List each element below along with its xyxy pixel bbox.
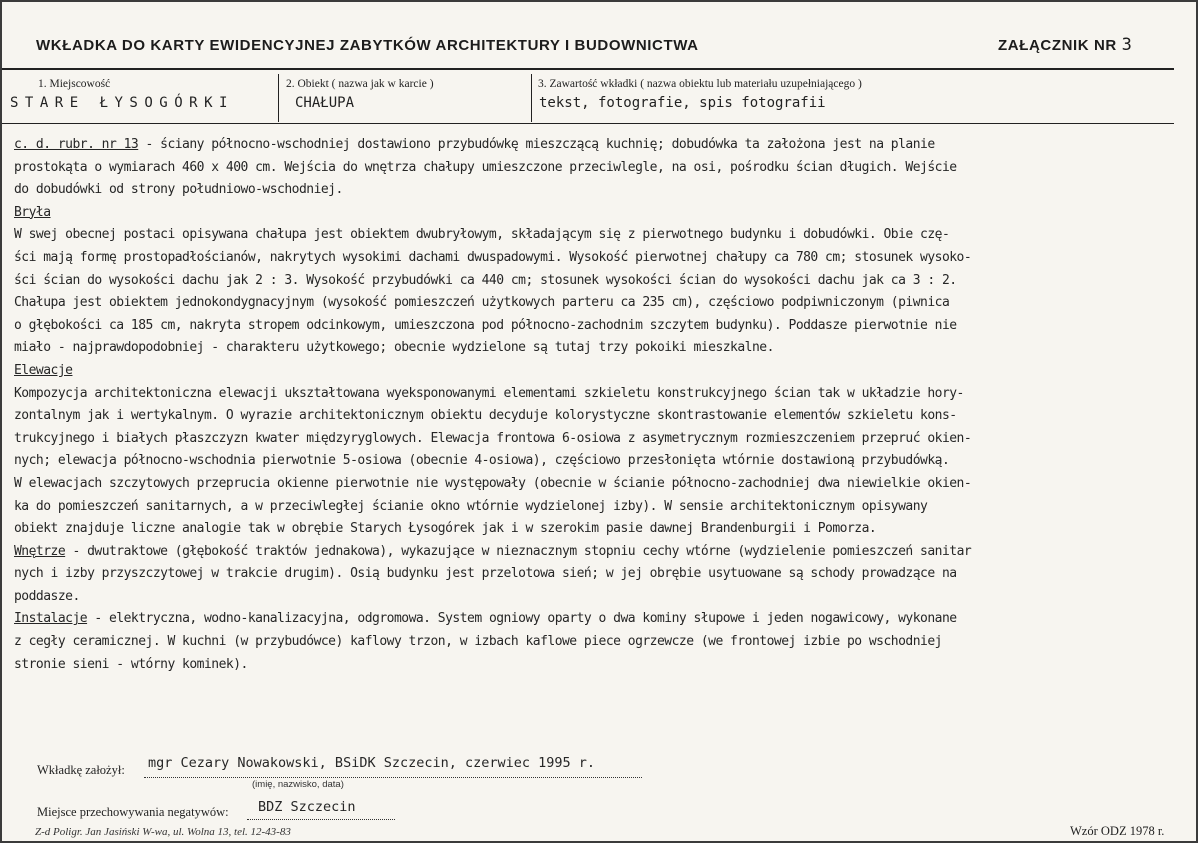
- object-value: CHAŁUPA: [295, 95, 355, 111]
- text-line: poddasze.: [14, 588, 80, 604]
- section-heading-wnetrze: Wnętrze: [14, 543, 66, 559]
- text-line: z cegły ceramicznej. W kuchni (w przybudówce) kaflowy trzon, w izbach kaflowe piece ogrzewcze (we frontowej izbie po wschodniej: [14, 634, 942, 650]
- text-line: W elewacjach szczytowych przeprucia okienne pierwotnie nie występowały (obecnie w ścianie północno-zachodniej dwa niewielkie okien-: [14, 475, 972, 491]
- text-line: trukcyjnego i białych płaszczyzn kwater międzyryglowych. Elewacja frontowa 6-osiowa z asymetrycznym rozmieszczeniem przepruć okien-: [14, 430, 972, 446]
- section-heading-elewacje: Elewacje: [14, 362, 73, 378]
- contents-label: 3. Zawartość wkładki ( nazwa obiektu lub materiału uzupełniającego ): [538, 78, 862, 90]
- text-line: ści ścian do wysokości dachu jak 2 : 3. Wysokość przybudówki ca 440 cm; stosunek wysokości ścian do wysokości dachu jak ca 3 : 2.: [14, 272, 957, 288]
- text-line: obiekt znajduje liczne analogie tak w obrębie Starych Łysogórek jak i w szerokim pasie dawnej Brandenburgii i Pomorza.: [14, 521, 877, 537]
- contents-value: tekst, fotografie, spis fotografii: [539, 95, 826, 111]
- text-line: Chałupa jest obiektem jednokondygnacyjnym (wysokość pomieszczeń użytkowych parteru ca 235 cm), częściowo podpiwniczonym (piwnica: [14, 295, 950, 311]
- text-line: prostokąta o wymiarach 460 x 400 cm. Wejścia do wnętrza chałupy umieszczone przeciwlegle, na osi, pośrodku ścian długich. Wejście: [14, 159, 957, 175]
- section-heading-bryla: Bryła: [14, 204, 51, 220]
- text-line: W swej obecnej postaci opisywana chałupa jest obiektem dwubryłowym, składającym się z pierwotnego budynku i dobudówki. Obie czę-: [14, 227, 950, 243]
- section-heading-instalacje: Instalacje: [14, 611, 88, 627]
- text-line: zontalnym jak i wertykalnym. O wyrazie architektonicznym obiektu decyduje kolorystyczne skontrastowanie elementów szkieletu kons-: [14, 408, 957, 424]
- locality-value: STARE ŁYSOGÓRKI: [10, 95, 234, 111]
- section-heading-continuation: c. d. rubr. nr 13: [14, 137, 139, 152]
- text-line: [14, 360, 1184, 383]
- description-body: [14, 134, 1184, 676]
- negatives-value: BDZ Szczecin: [258, 799, 356, 815]
- annex-number: 3: [1121, 35, 1133, 55]
- printer-imprint: Z-d Poligr. Jan Jasiński W-wa, ul. Wolna 13, tel. 12-43-83: [35, 826, 291, 838]
- text-line: ka do pomieszczeń sanitarnych, a w przeciwległej ścianie okno wtórnie wydzielonej izby). W sensie architektonicznym opisywany: [14, 498, 928, 514]
- author-label: Wkładkę założył:: [37, 763, 125, 777]
- text-line: o głębokości ca 185 cm, nakryta stropem odcinkowym, umieszczona pod północno-zachodnim szczytem budynku). Poddasze pierwotnie nie: [14, 317, 957, 333]
- locality-label: 1. Miejscowość: [38, 78, 111, 90]
- fields-rule: [2, 123, 1174, 124]
- text-line: miało - najprawdopodobniej - charakteru użytkowego; obecnie wydzielone są tutaj trzy pokoiki mieszkalne.: [14, 340, 774, 356]
- text-line: Kompozycja architektoniczna elewacji ukształtowana wyeksponowanymi elementami szkieletu konstrukcyjnego ścian tak w układzie hory-: [14, 385, 964, 401]
- negatives-dotted-line: [247, 819, 395, 820]
- top-rule: [2, 68, 1174, 70]
- text-line: ści mają formę prostopadłościanów, nakrytych wysokimi dachami dwuspadowymi. Wysokość pierwotnej chałupy ca 780 cm; stosunek wysoko-: [14, 249, 972, 265]
- form-model: Wzór ODZ 1978 r.: [1070, 824, 1165, 838]
- text-line: [14, 202, 1184, 225]
- author-dotted-line: [144, 777, 642, 778]
- text-line: stronie sieni - wtórny kominek).: [14, 656, 248, 672]
- text-line: Instalacje - elektryczna, wodno-kanalizacyjna, odgromowa. System ogniowy oparty o dwa kominy słupowe i jeden nogawicowy, wykonane: [14, 611, 957, 627]
- text-line: nych; elewacja północno-wschodnia pierwotnie 5-osiowa (obecnie 4-osiowa), częściowo przesłonięta wtórnie dostawioną przybudówką.: [14, 453, 950, 469]
- annex-label-text: ZAŁĄCZNIK NR: [998, 37, 1117, 54]
- card-title: WKŁADKA DO KARTY EWIDENCYJNEJ ZABYTKÓW ARCHITEKTURY I BUDOWNICTWA: [36, 37, 699, 54]
- object-label: 2. Obiekt ( nazwa jak w karcie ): [286, 78, 434, 90]
- text-line: nych i izby przyszczytowej w trakcie drugim). Osią budynku jest przelotowa sień; w jej obrębie usytuowane są schody prowadzące na: [14, 566, 957, 582]
- text-line: do dobudówki od strony południowo-wschodniej.: [14, 182, 343, 198]
- author-value: mgr Cezary Nowakowski, BSiDK Szczecin, czerwiec 1995 r.: [148, 755, 596, 771]
- text-line: Wnętrze - dwutraktowe (głębokość traktów jednakowa), wykazujące w nieznacznym stopniu cechy wtórne (wydzielenie pomieszczeń sanitar: [14, 543, 972, 559]
- annex-label: [998, 35, 1132, 55]
- field-divider-2: [531, 74, 532, 122]
- text-line: c. d. rubr. nr 13 - ściany północno-wschodniej dostawiono przybudówkę mieszczącą kuchnię; dobudówka ta założona jest na planie: [14, 137, 935, 152]
- field-divider-1: [278, 74, 279, 122]
- negatives-label: Miejsce przechowywania negatywów:: [37, 805, 229, 819]
- author-hint: (imię, nazwisko, data): [252, 779, 344, 790]
